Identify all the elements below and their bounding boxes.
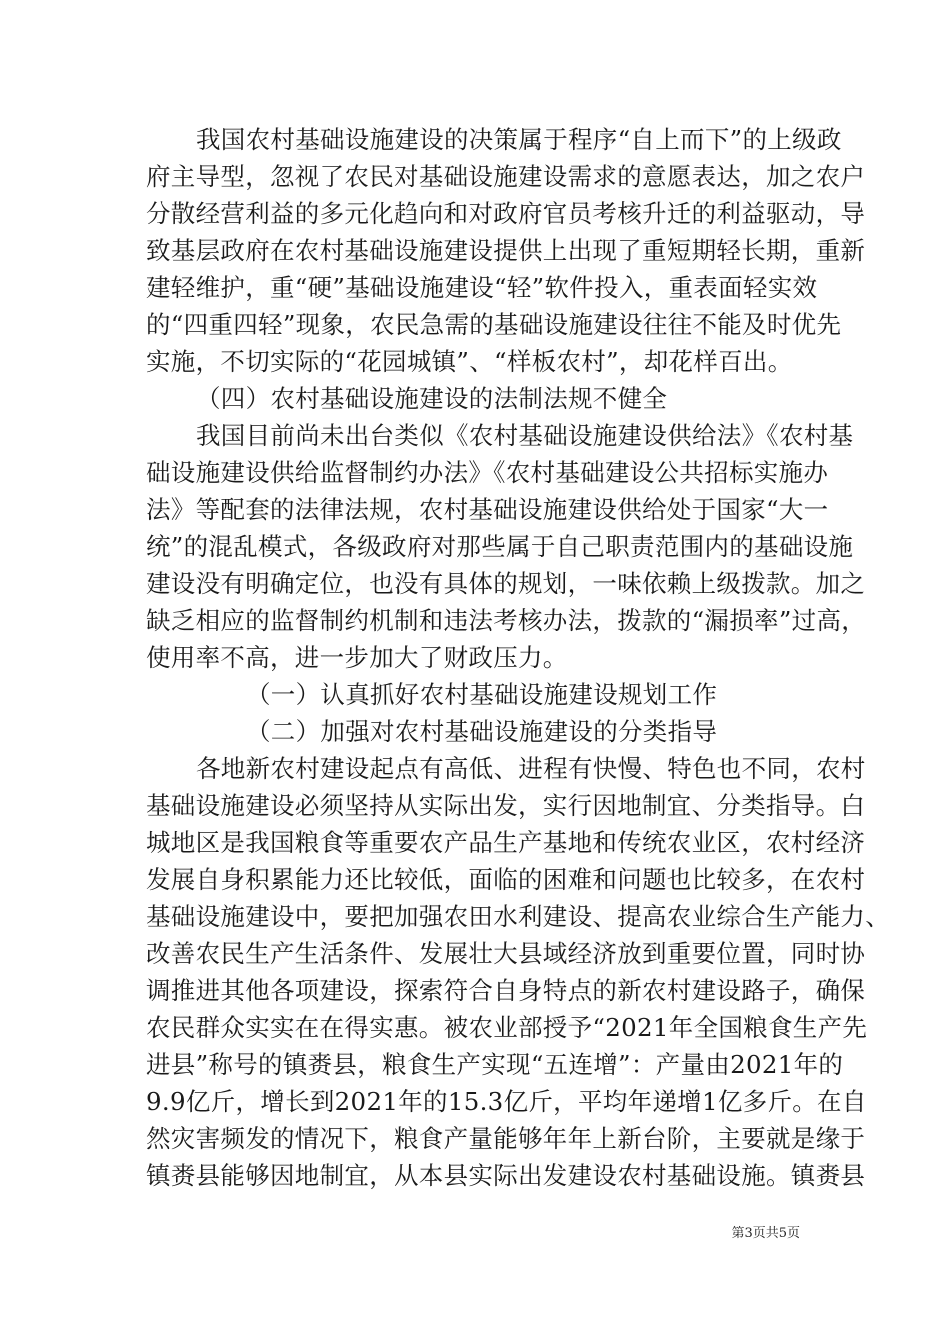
- text-line: 9.9亿斤，增长到2021年的15.3亿斤，平均年递增1亿多斤。在自: [146, 1087, 867, 1116]
- text-line: 法》等配套的法律法规，农村基础设施建设供给处于国家“大一: [146, 495, 829, 524]
- text-line: 建轻维护，重“硬”基础设施建设“轻”软件投入，重表面轻实效: [146, 273, 818, 302]
- text-line: 基础设施建设中，要把加强农田水利建设、提高农业综合生产能力、: [146, 902, 890, 931]
- text-line: 各地新农村建设起点有高低、进程有快慢、特色也不同，农村: [196, 754, 866, 783]
- text-line: 致基层政府在农村基础设施建设提供上出现了重短期轻长期，重新: [146, 236, 866, 265]
- text-line: 我国农村基础设施建设的决策属于程序“自上而下”的上级政: [196, 125, 842, 154]
- text-line: 础设施建设供给监督制约办法》《农村基础建设公共招标实施办: [146, 458, 829, 487]
- text-line: 镇赉县能够因地制宜，从本县实际出发建设农村基础设施。镇赉县: [146, 1161, 866, 1190]
- section-heading: （二）加强对农村基础设施建设的分类指导: [246, 717, 718, 746]
- text-line: 建设没有明确定位，也没有具体的规划，一味依赖上级拨款。加之: [146, 569, 866, 598]
- text-line: 改善农民生产生活条件、发展壮大县域经济放到重要位置，同时协: [146, 939, 866, 968]
- text-line: 基础设施建设必须坚持从实际出发，实行因地制宜、分类指导。白: [146, 791, 866, 820]
- text-line: 使用率不高，进一步加大了财政压力。: [146, 643, 568, 672]
- text-line: 府主导型，忽视了农民对基础设施建设需求的意愿表达，加之农户: [146, 162, 866, 191]
- text-line: 农民群众实实在在得实惠。被农业部授予“2021年全国粮食生产先: [146, 1013, 868, 1042]
- page-number-footer: 第3页共5页: [731, 1226, 800, 1241]
- text-line: 城地区是我国粮食等重要农产品生产基地和传统农业区，农村经济: [146, 828, 866, 857]
- text-line: 实施，不切实际的“花园城镇”、“样板农村”，却花样百出。: [146, 347, 793, 376]
- text-line: 的“四重四轻”现象，农民急需的基础设施建设往往不能及时优先: [146, 310, 842, 339]
- text-line: 然灾害频发的情况下，粮食产量能够年年上新台阶，主要就是缘于: [146, 1124, 866, 1153]
- text-line: 进县”称号的镇赉县，粮食生产实现“五连增”：产量由2021年的: [146, 1050, 844, 1079]
- section-heading: （四）农村基础设施建设的法制法规不健全: [196, 384, 668, 413]
- text-line: 统”的混乱模式，各级政府对那些属于自己职责范围内的基础设施: [146, 532, 854, 561]
- text-line: 缺乏相应的监督制约机制和违法考核办法，拨款的“漏损率”过高，: [146, 606, 867, 635]
- section-heading: （一）认真抓好农村基础设施建设规划工作: [246, 680, 718, 709]
- text-line: 我国目前尚未出台类似《农村基础设施建设供给法》《农村基: [196, 421, 854, 450]
- text-line: 调推进其他各项建设，探索符合自身特点的新农村建设路子，确保: [146, 976, 866, 1005]
- text-line: 发展自身积累能力还比较低，面临的困难和问题也比较多，在农村: [146, 865, 866, 894]
- text-line: 分散经营利益的多元化趋向和对政府官员考核升迁的利益驱动，导: [146, 199, 866, 228]
